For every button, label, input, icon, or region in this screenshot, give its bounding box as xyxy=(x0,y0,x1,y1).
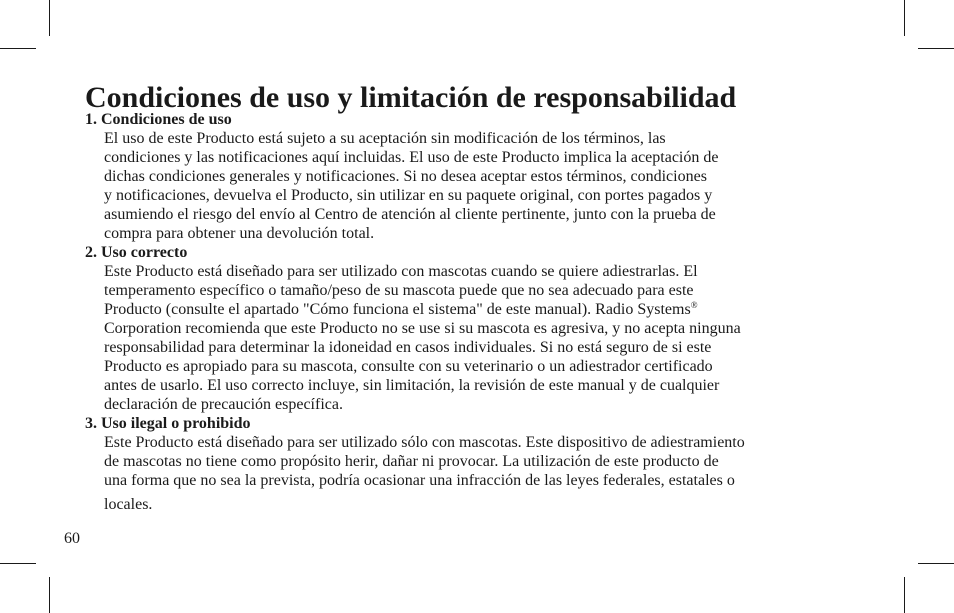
crop-mark-top-right-horizontal xyxy=(918,48,954,49)
page-title: Condiciones de uso y limitación de responsabilidad xyxy=(85,81,737,114)
body-line: Corporation recomienda que este Producto no se use si su mascota es agresiva, y no acepta ninguna xyxy=(104,320,741,337)
registered-mark: ® xyxy=(690,300,698,310)
section-heading: 3. Uso ilegal o prohibido xyxy=(85,415,251,432)
body-line-text: Producto (consulte el apartado "Cómo funciona el sistema" de este manual). Radio Systems xyxy=(104,301,691,318)
body-line: temperamento específico o tamaño/peso de su mascota puede que no sea adecuado para este xyxy=(104,282,694,299)
body-line: El uso de este Producto está sujeto a su aceptación sin modificación de los términos, las xyxy=(104,130,666,147)
body-line: declaración de precaución específica. xyxy=(104,396,343,413)
crop-mark-top-left-vertical xyxy=(49,0,50,36)
section-heading: 2. Uso correcto xyxy=(85,244,188,261)
body-line: compra para obtener una devolución total. xyxy=(104,225,375,242)
body-line: antes de usarlo. El uso correcto incluye, sin limitación, la revisión de este manual y de cualquier xyxy=(104,377,720,394)
section-condiciones-de-uso xyxy=(85,110,885,243)
body-line: dichas condiciones generales y notificaciones. Si no desea aceptar estos términos, condiciones xyxy=(104,168,707,185)
section-body xyxy=(85,433,885,514)
section-heading: 1. Condiciones de uso xyxy=(85,111,232,128)
body-line: locales. xyxy=(104,496,153,513)
section-body xyxy=(85,129,885,243)
sections xyxy=(85,110,885,514)
section-uso-correcto xyxy=(85,243,885,414)
section-uso-ilegal-o-prohibido xyxy=(85,414,885,514)
body-line: una forma que no sea la prevista, podría ocasionar una infracción de las leyes federales, estatales o xyxy=(104,472,735,489)
section-body xyxy=(85,262,885,414)
body-line: asumiendo el riesgo del envío al Centro de atención al cliente pertinente, junto con la prueba de xyxy=(104,206,716,223)
crop-mark-top-right-vertical xyxy=(904,0,905,36)
body-line xyxy=(104,300,885,319)
crop-mark-bottom-right-vertical xyxy=(904,577,905,613)
body-line: responsabilidad para determinar la idoneidad en casos individuales. Si no está seguro de si este xyxy=(104,339,712,356)
body-line: y notificaciones, devuelva el Producto, sin utilizar en su paquete original, con portes pagados y xyxy=(104,187,713,204)
body-line: condiciones y las notificaciones aquí incluidas. El uso de este Producto implica la aceptación de xyxy=(104,149,719,166)
page-number: 60 xyxy=(64,530,80,547)
body-line: Producto es apropiado para su mascota, consulte con su veterinario o un adiestrador certificado xyxy=(104,358,713,375)
crop-mark-bottom-left-vertical xyxy=(49,577,50,613)
body-line: de mascotas no tiene como propósito herir, dañar ni provocar. La utilización de este producto de xyxy=(104,453,719,470)
body-line: Este Producto está diseñado para ser utilizado sólo con mascotas. Este dispositivo de adiestramiento xyxy=(104,434,745,451)
body-line: Este Producto está diseñado para ser utilizado con mascotas cuando se quiere adiestrarlas. El xyxy=(104,263,698,280)
crop-mark-bottom-left-horizontal xyxy=(0,563,36,564)
crop-mark-bottom-right-horizontal xyxy=(918,563,954,564)
crop-mark-top-left-horizontal xyxy=(0,48,36,49)
